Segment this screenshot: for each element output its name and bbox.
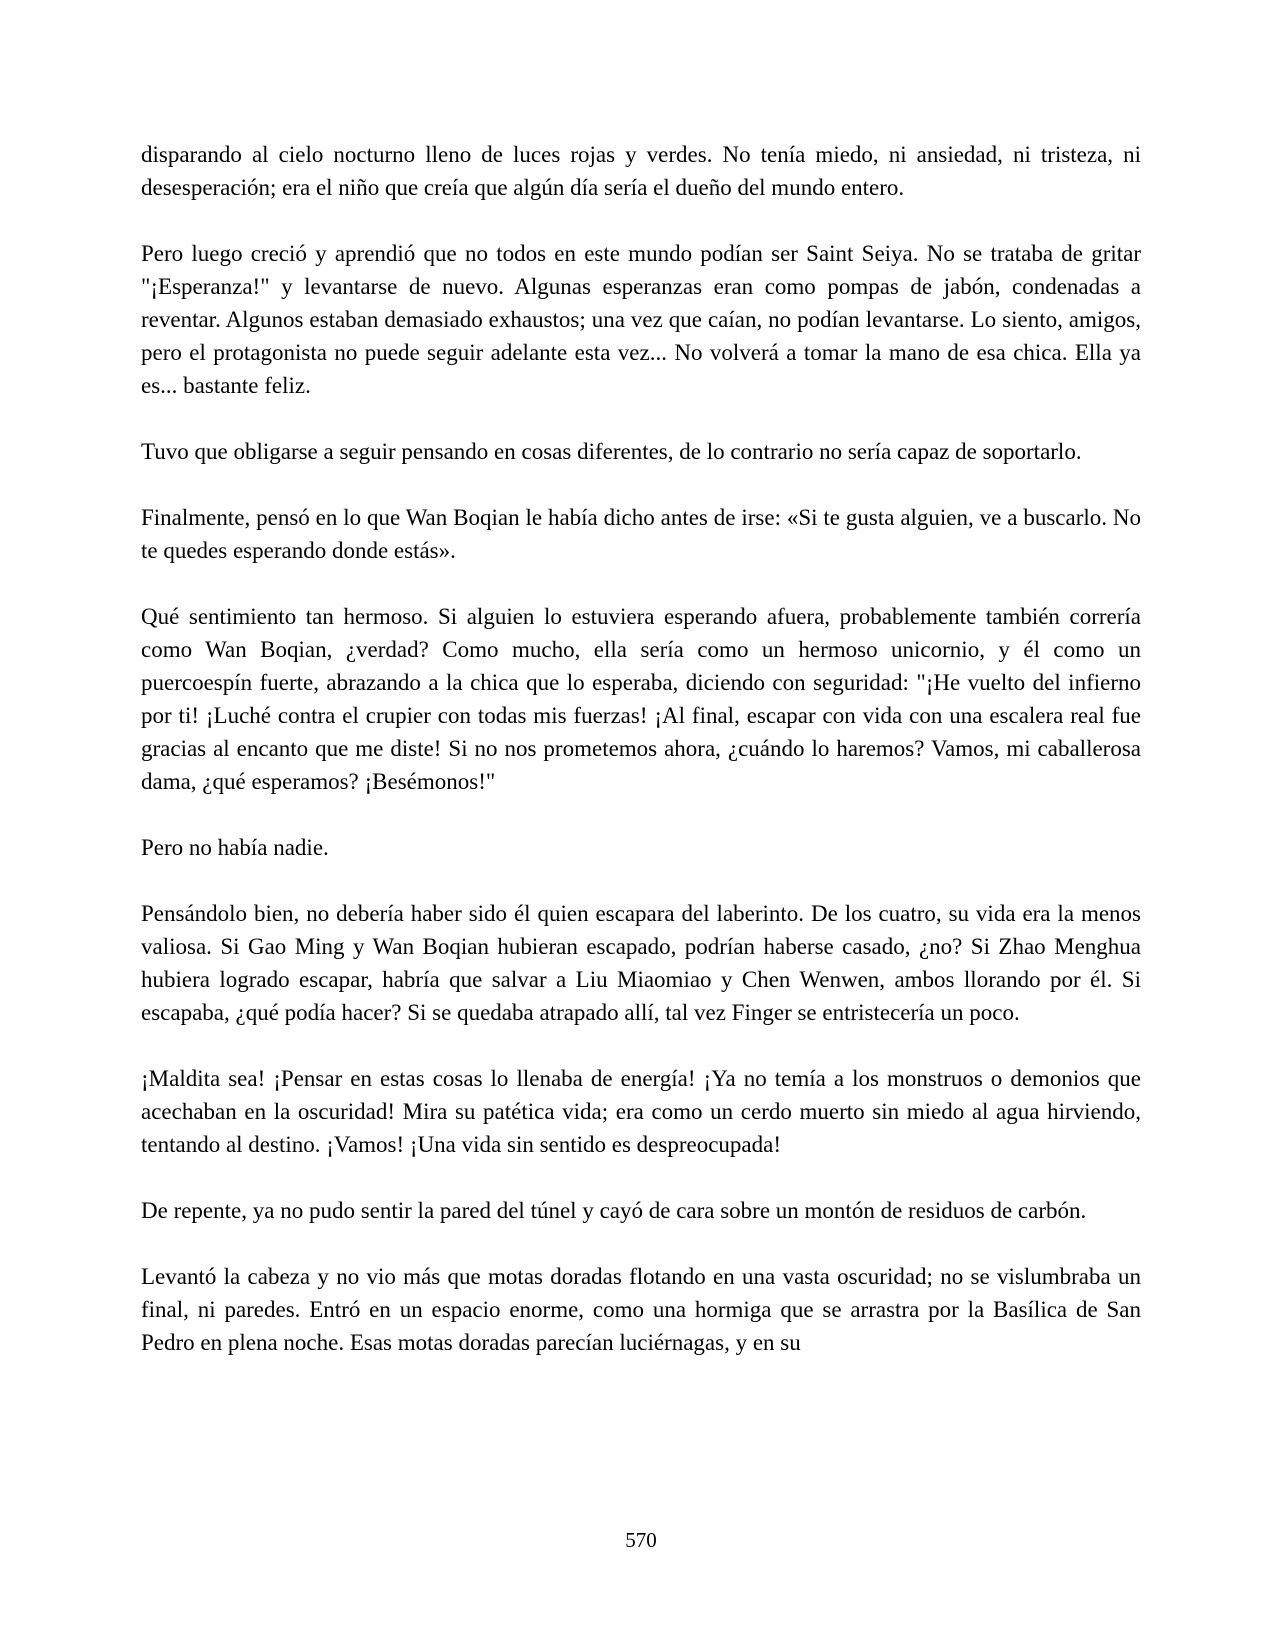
paragraph: Pero luego creció y aprendió que no todos en este mundo podían ser Saint Seiya. No se trataba de gritar "¡Esperanza!" y levantarse de nuevo. Algunas esperanzas eran como pompas de jabón, condenadas a reventar. Algunos estaban demasiado exhaustos; una vez que caían, no podían levantarse. Lo siento, amigos, pero el protagonista no puede seguir adelante esta vez... No volverá a tomar la mano de esa chica. Ella ya es... bastante feliz. [141,241,1141,398]
paragraph: Levantó la cabeza y no vio más que motas doradas flotando en una vasta oscuridad; no se vislumbraba un final, ni paredes. Entró en un espacio enorme, como una hormiga que se arrastra por la Basílica de San Pedro en plena noche. Esas motas doradas parecían luciérnagas, y en su [141,1264,1141,1355]
paragraph: ¡Maldita sea! ¡Pensar en estas cosas lo llenaba de energía! ¡Ya no temía a los monstruos o demonios que acechaban en la oscuridad! Mira su patética vida; era como un cerdo muerto sin miedo al agua hirviendo, tentando al destino. ¡Vamos! ¡Una vida sin sentido es despreocupada! [141,1066,1141,1157]
page-body-text [141,138,1141,1392]
paragraph: Pero no había nadie. [141,835,329,860]
paragraph: Qué sentimiento tan hermoso. Si alguien lo estuviera esperando afuera, probablemente también correría como Wan Boqian, ¿verdad? Como mucho, ella sería como un hermoso unicornio, y él como un puercoespín fuerte, abrazando a la chica que lo esperaba, diciendo con seguridad: "¡He vuelto del infierno por ti! ¡Luché contra el crupier con todas mis fuerzas! ¡Al final, escapar con vida con una escalera real fue gracias al encanto que me diste! Si no nos prometemos ahora, ¿cuándo lo haremos? Vamos, mi caballerosa dama, ¿qué esperamos? ¡Besémonos!" [141,604,1141,794]
paragraph: Finalmente, pensó en lo que Wan Boqian le había dicho antes de irse: «Si te gusta alguien, ve a buscarlo. No te quedes esperando donde estás». [141,505,1141,563]
page-number: 570 [625,1528,657,1552]
paragraph: Pensándolo bien, no debería haber sido él quien escapara del laberinto. De los cuatro, su vida era la menos valiosa. Si Gao Ming y Wan Boqian hubieran escapado, podrían haberse casado, ¿no? Si Zhao Menghua hubiera logrado escapar, habría que salvar a Liu Miaomiao y Chen Wenwen, ambos llorando por él. Si escapaba, ¿qué podía hacer? Si se quedaba atrapado allí, tal vez Finger se entristecería un poco. [141,901,1141,1025]
paragraph: De repente, ya no pudo sentir la pared del túnel y cayó de cara sobre un montón de residuos de carbón. [141,1198,1087,1223]
paragraph: disparando al cielo nocturno lleno de luces rojas y verdes. No tenía miedo, ni ansiedad, ni tristeza, ni desesperación; era el niño que creía que algún día sería el dueño del mundo entero. [141,142,1141,200]
paragraph: Tuvo que obligarse a seguir pensando en cosas diferentes, de lo contrario no sería capaz de soportarlo. [141,439,1082,464]
